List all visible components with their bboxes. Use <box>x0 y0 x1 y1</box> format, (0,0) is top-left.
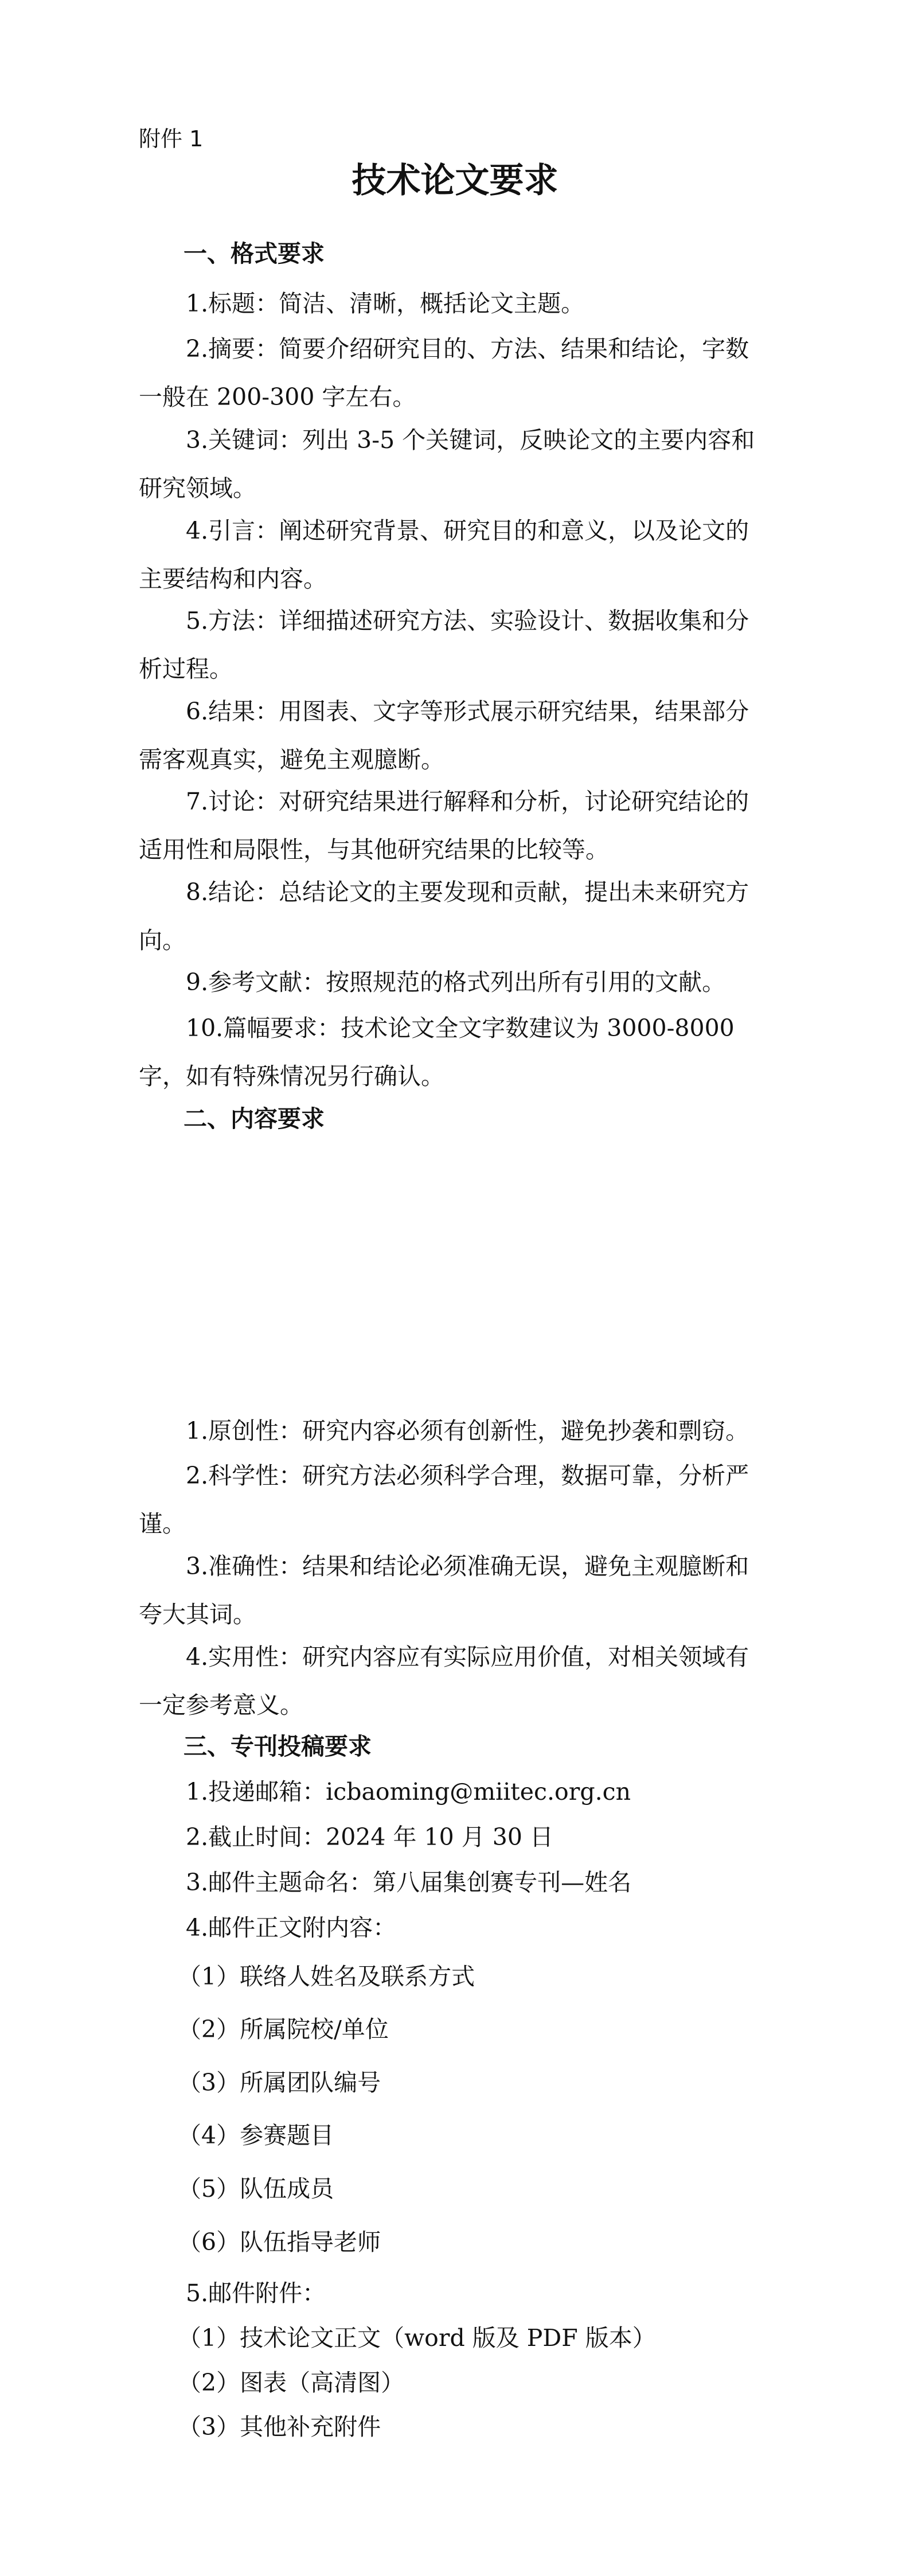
submission-deadline: 2.截止时间：2024 年 10 月 30 日 <box>186 1823 553 1851</box>
format-item-discussion: 7.讨论：对研究结果进行解释和分析，讨论研究结论的适用性和局限性，与其他研究结果的比较等。 <box>139 788 749 863</box>
body-item-affiliation: （2）所属院校/单位 <box>178 2015 389 2043</box>
body-item-topic: （4）参赛题目 <box>178 2122 334 2149</box>
document-title: 技术论文要求 <box>351 161 559 201</box>
content-item-accuracy: 3.准确性：结果和结论必须准确无误，避免主观臆断和夸大其词。 <box>139 1552 749 1628</box>
body-item-contact: （1）联络人姓名及联系方式 <box>178 1963 475 1990</box>
format-item-conclusion: 8.结论：总结论文的主要发现和贡献，提出未来研究方向。 <box>139 878 749 954</box>
content-item-scientific: 2.科学性：研究方法必须科学合理，数据可靠，分析严谨。 <box>139 1462 749 1538</box>
format-item-abstract: 2.摘要：简要介绍研究目的、方法、结果和结论，字数一般在 200-300 字左右。 <box>139 335 749 411</box>
body-item-team-id: （3）所属团队编号 <box>178 2069 381 2096</box>
section-heading-submission: 三、专刊投稿要求 <box>183 1733 372 1760</box>
attachment-item-other: （3）其他补充附件 <box>178 2413 381 2441</box>
format-item-introduction: 4.引言：阐述研究背景、研究目的和意义，以及论文的主要结构和内容。 <box>139 517 749 593</box>
section-heading-format: 一、格式要求 <box>183 240 325 267</box>
format-item-references: 9.参考文献：按照规范的格式列出所有引用的文献。 <box>186 968 726 996</box>
submission-body-heading: 4.邮件正文附内容： <box>186 1914 397 1941</box>
format-item-title: 1.标题：简洁、清晰，概括论文主题。 <box>186 290 585 317</box>
format-item-keywords: 3.关键词：列出 3-5 个关键词，反映论文的主要内容和研究领域。 <box>139 426 755 502</box>
submission-attachment-heading: 5.邮件附件： <box>186 2279 326 2307</box>
format-item-methods: 5.方法：详细描述研究方法、实验设计、数据收集和分析过程。 <box>139 607 749 683</box>
body-item-members: （5）队伍成员 <box>178 2175 334 2203</box>
attachment-item-paper: （1）技术论文正文（word 版及 PDF 版本） <box>178 2324 656 2352</box>
body-item-advisor: （6）队伍指导老师 <box>178 2228 381 2256</box>
content-item-practicality: 4.实用性：研究内容应有实际应用价值，对相关领域有一定参考意义。 <box>139 1643 749 1719</box>
format-item-results: 6.结果：用图表、文字等形式展示研究结果，结果部分需客观真实，避免主观臆断。 <box>139 698 749 773</box>
format-item-length: 10.篇幅要求：技术论文全文字数建议为 3000-8000 字，如有特殊情况另行确认。 <box>139 1014 735 1090</box>
submission-subject: 3.邮件主题命名：第八届集创赛专刊—姓名 <box>186 1869 632 1896</box>
attachment-item-figures: （2）图表（高清图） <box>178 2369 405 2396</box>
content-item-originality: 1.原创性：研究内容必须有创新性，避免抄袭和剽窃。 <box>186 1417 749 1445</box>
section-heading-content: 二、内容要求 <box>183 1105 325 1133</box>
submission-email: 1.投递邮箱：icbaoming@miitec.org.cn <box>186 1778 631 1805</box>
attachment-label: 附件 1 <box>139 126 204 151</box>
